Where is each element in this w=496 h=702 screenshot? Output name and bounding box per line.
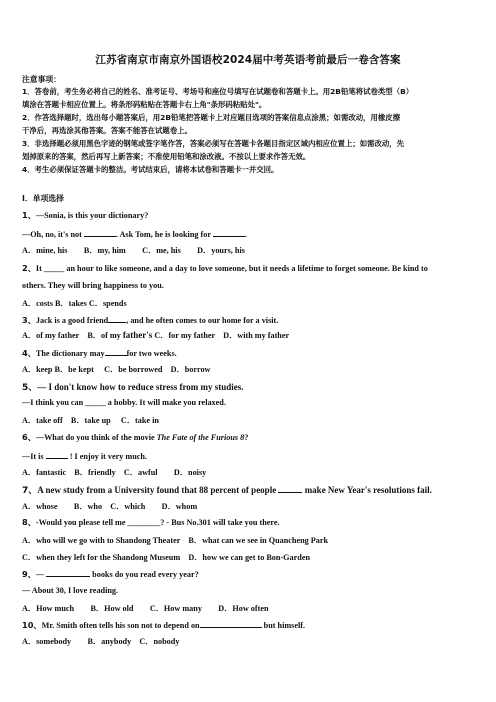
question-8-options-2[interactable]: C．when they left for the Shandong Museum D．how we can get to Bon-Garden	[22, 553, 311, 562]
note-line: 4．考生必须保证答题卡的整洁。考试结束后，请将本试卷和答题卡一并交回。	[22, 165, 279, 174]
note-line: 1．答卷前，考生务必将自己的姓名、准考证号、考场号和座位号填写在试题卷和答题卡上。用2B铅笔将试卷类型（B）	[22, 87, 414, 96]
section-heading: Ⅰ．单项选择	[22, 194, 64, 203]
answer-blank[interactable]	[46, 568, 90, 577]
question-10-stem: 10、Mr. Smith often tells his son not to depend on but himself.	[22, 620, 306, 630]
question-10-options[interactable]: A．somebody B．anybody C．nobody	[22, 637, 180, 646]
question-6-stem-cont: —It is ! I enjoy it very much.	[22, 452, 148, 461]
question-2-stem-cont: others. They will bring happiness to you.	[22, 281, 164, 290]
movie-title: The Fate of the Furious 8	[156, 433, 245, 442]
question-4-options[interactable]: A．keep B．be kept C．be borrowed D．borrow	[22, 365, 211, 374]
notes-heading: 注意事项：	[22, 75, 61, 84]
note-line: 2．作答选择题时，选出每小题答案后，用2B铅笔把答题卡上对应题目选项的答案信息点涂黑；如需改动，用橡皮擦	[22, 113, 401, 122]
question-5-options[interactable]: A．take off B．take up C．take in	[22, 416, 159, 425]
question-6-stem: 6、—What do you think of the movie The Fate of the Furious 8?	[22, 432, 249, 442]
answer-blank[interactable]	[278, 484, 302, 493]
answer-blank[interactable]	[46, 450, 68, 459]
question-1-options[interactable]: A．mine, his B．my, him C．me, his D．yours, his	[22, 246, 245, 255]
question-9-stem: 9、— books do you read every year?	[22, 569, 199, 579]
question-7-options[interactable]: A．whose B．who C．which D．whom	[22, 502, 198, 511]
note-line: 划掉原来的答案，然后再写上新答案；不准使用铅笔和涂改液。不按以上要求作答无效。	[22, 152, 311, 161]
answer-blank[interactable]	[84, 228, 116, 237]
question-7-stem: 7、A new study from a University found that 88 percent of people make New Year's resolutions fail.	[22, 485, 432, 496]
page-title: 江苏省南京市南京外国语校2024届中考英语考前最后一卷含答案	[95, 54, 401, 66]
question-5-stem-cont: —I think you can _____ a hobby. It will make you relaxed.	[22, 398, 226, 407]
answer-blank[interactable]	[213, 228, 245, 237]
note-line: 3．非选择题必须用黑色字迹的钢笔或签字笔作答，答案必须写在答题卡各题目指定区域内相应位置上；如需改动，先	[22, 139, 405, 148]
question-6-options[interactable]: A．fantastic B．friendly C．awful D．noisy	[22, 468, 207, 477]
question-8-options-1[interactable]: A．who will we go with to Shandong Theater B．what can we see in Quancheng Park	[22, 536, 329, 545]
question-8-stem: 8、-Would you please tell me ________? - Bus No.301 will take you there.	[22, 517, 280, 527]
question-9-stem-cont: — About 30, I love reading.	[22, 586, 119, 595]
answer-blank[interactable]	[108, 314, 126, 323]
answer-blank[interactable]	[105, 347, 127, 356]
question-1-stem: 1、—Sonia, is this your dictionary?	[22, 210, 149, 220]
question-2-stem: 2、It _____ an hour to like someone, and a day to love someone, but it needs a lifetime to forget someone. Be kind to	[22, 263, 428, 273]
question-4-stem: 4、The dictionary may for two weeks.	[22, 348, 177, 358]
question-1-line2: —Oh, no, it's not . Ask Tom, he is looking for .	[22, 230, 247, 239]
note-line: 填涂在答题卡相应位置上。将条形码粘贴在答题卡右上角"条形码粘贴处"。	[22, 100, 267, 109]
question-3-stem: 3、Jack is a good friend , and he often comes to our home for a visit.	[22, 315, 279, 325]
answer-blank[interactable]	[200, 619, 262, 628]
question-5-stem: 5、— I don't know how to reduce stress from my studies.	[22, 382, 244, 393]
question-9-options[interactable]: A．How much B．How old C．How many D．How often	[22, 604, 269, 613]
question-3-options[interactable]: A．of my father B．of my father's C．for my father D．with my father	[22, 330, 290, 340]
note-line: 干净后，再选涂其他答案。答案不能答在试题卷上。	[22, 126, 192, 135]
question-2-options[interactable]: A．costs B．takes C．spends	[22, 299, 127, 308]
